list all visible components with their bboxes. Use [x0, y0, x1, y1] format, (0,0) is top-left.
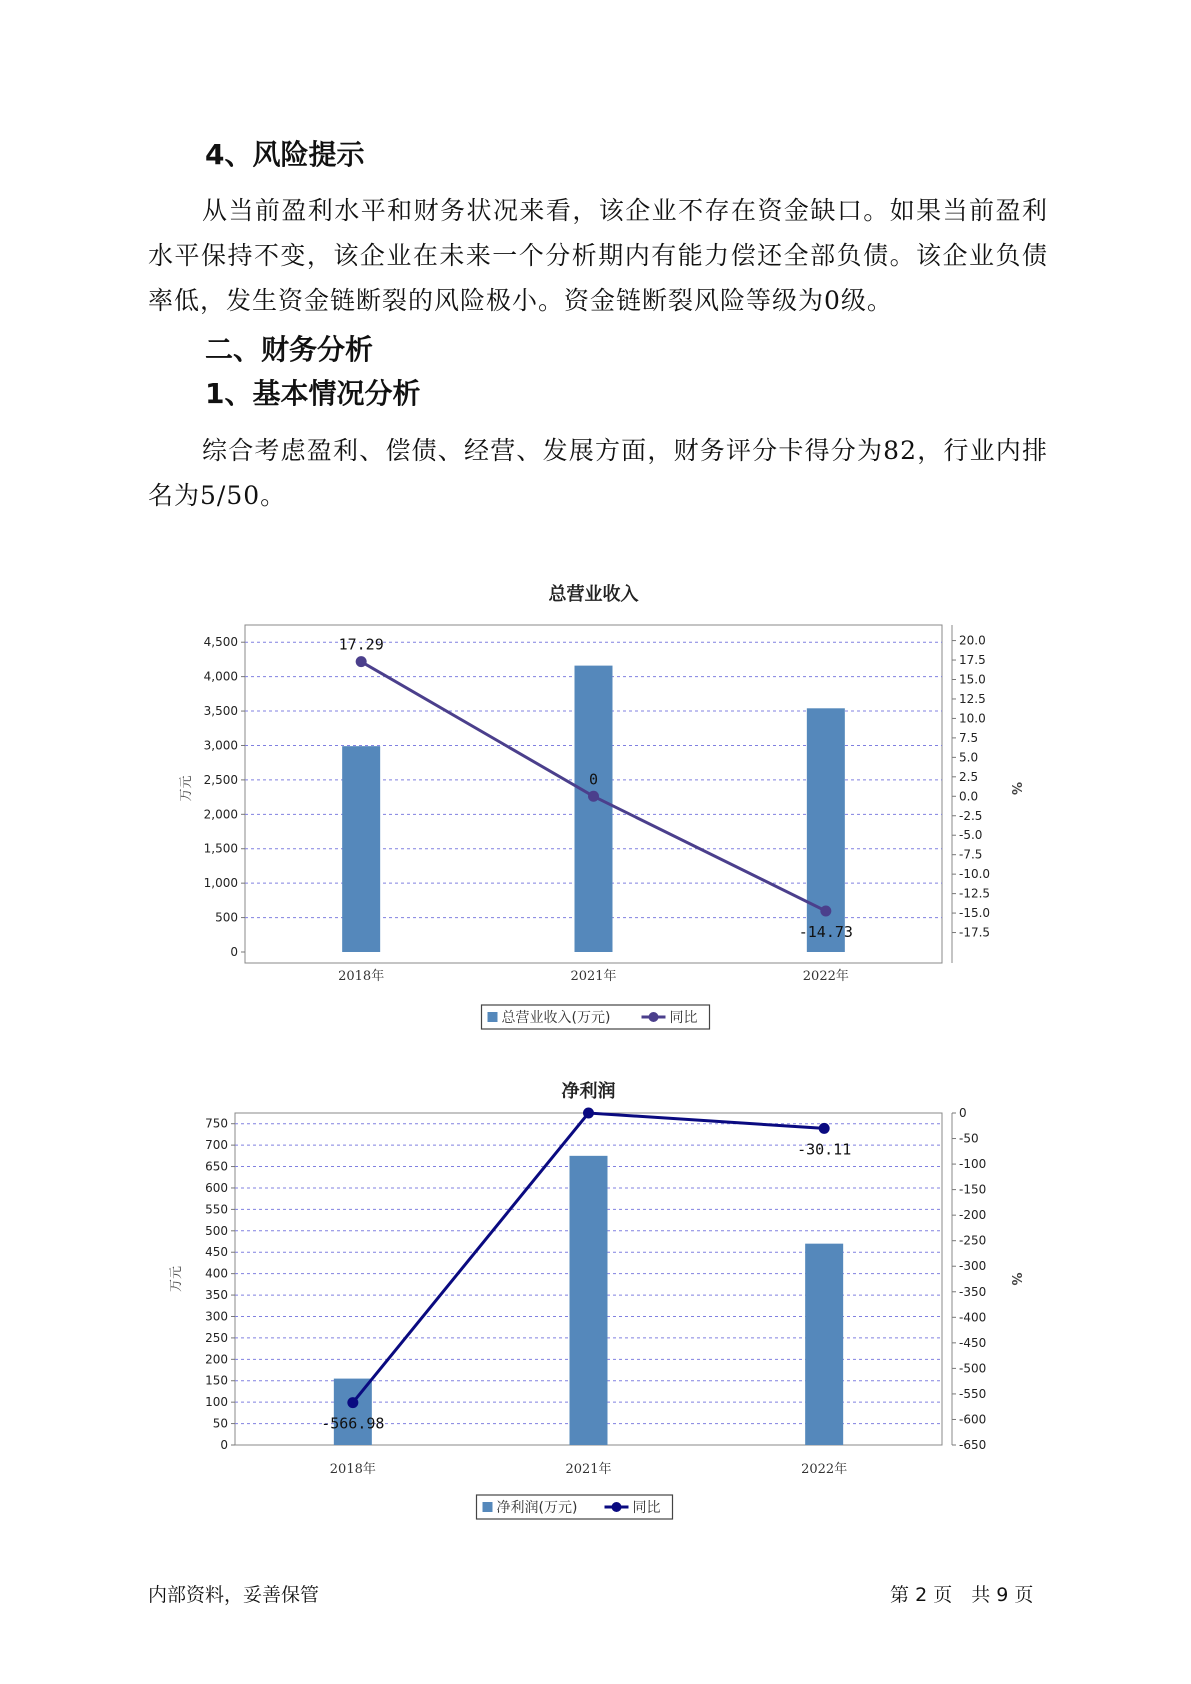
y2-tick-label: 12.5 — [959, 691, 986, 706]
legend-bar-swatch — [483, 1502, 493, 1512]
y-tick-label: 0 — [230, 945, 238, 959]
y-tick-label: 2,500 — [203, 772, 238, 787]
y-tick-label: 550 — [205, 1202, 228, 1217]
y2-tick-label: 7.5 — [959, 730, 979, 745]
legend-line-marker — [649, 1012, 659, 1022]
y2-tick-label: -250 — [959, 1233, 987, 1248]
y-tick-label: 2,000 — [203, 807, 238, 822]
y2-tick-label: 0 — [959, 1106, 967, 1120]
y2-tick-label: -100 — [959, 1157, 987, 1172]
chart-revenue — [0, 570, 1191, 1040]
line-point — [347, 1397, 358, 1408]
y2-tick-label: -15.0 — [959, 906, 991, 921]
y-tick-label: 700 — [205, 1138, 228, 1153]
y-tick-label: 0 — [220, 1438, 228, 1452]
legend-line-label: 同比 — [669, 1010, 698, 1026]
y-tick-label: 1,500 — [203, 841, 238, 856]
bar — [342, 746, 380, 952]
data-label: -30.11 — [797, 1140, 852, 1159]
y2-axis-title: % — [1008, 1272, 1023, 1286]
y-tick-label: 1,000 — [203, 876, 238, 891]
x-tick-label: 2021年 — [565, 1462, 612, 1477]
footer-page — [890, 1580, 1033, 1607]
bar — [570, 1156, 608, 1445]
y2-tick-label: 0.0 — [959, 789, 979, 804]
y-tick-label: 100 — [205, 1395, 228, 1410]
y2-tick-label: 10.0 — [959, 711, 986, 726]
heading-risk: 4、风险提示 — [205, 138, 365, 171]
y-axis-title: 万元 — [179, 775, 194, 802]
y2-tick-label: -17.5 — [959, 925, 991, 940]
data-label: 0 — [588, 770, 599, 789]
legend-bar-label: 总营业收入(万元) — [501, 1010, 611, 1026]
y-tick-label: 400 — [205, 1266, 228, 1281]
x-tick-label: 2022年 — [801, 1462, 848, 1477]
y2-tick-label: -2.5 — [959, 808, 983, 823]
y-tick-label: 50 — [212, 1416, 228, 1431]
y-tick-label: 650 — [205, 1159, 228, 1174]
y2-axis-title: % — [1008, 781, 1023, 796]
y2-tick-label: -500 — [959, 1361, 987, 1376]
line-point — [583, 1108, 594, 1119]
line-point — [819, 1123, 830, 1134]
x-tick-label: 2018年 — [338, 969, 385, 984]
y-tick-label: 4,500 — [203, 635, 238, 650]
y-tick-label: 500 — [215, 910, 238, 925]
data-label: -14.73 — [798, 922, 853, 941]
line-point — [588, 791, 599, 802]
y-tick-label: 150 — [205, 1373, 228, 1388]
y-tick-label: 450 — [205, 1245, 228, 1260]
chart-profit — [0, 1075, 1191, 1565]
y2-tick-label: -12.5 — [959, 886, 991, 901]
y-tick-label: 200 — [205, 1352, 228, 1367]
page-number: 2 — [915, 1584, 928, 1606]
chart-title: 总营业收入 — [548, 584, 639, 605]
y-tick-label: 600 — [205, 1180, 228, 1195]
legend-bar-label: 净利润(万元) — [496, 1500, 578, 1516]
y-tick-label: 4,000 — [203, 669, 238, 684]
y2-tick-label: -650 — [959, 1438, 987, 1452]
page-prefix: 第 — [890, 1584, 910, 1606]
y-tick-label: 250 — [205, 1330, 228, 1345]
y2-tick-label: -350 — [959, 1284, 987, 1299]
bar — [575, 666, 613, 952]
x-tick-label: 2021年 — [570, 969, 617, 984]
y2-tick-label: -300 — [959, 1259, 987, 1274]
y2-tick-label: -600 — [959, 1412, 987, 1427]
bar — [805, 1244, 843, 1445]
paragraph-basic: 综合考虑盈利、偿债、经营、发展方面，财务评分卡得分为82，行业内排名为5/50。 — [148, 436, 1048, 510]
y2-tick-label: -5.0 — [959, 828, 983, 843]
y-tick-label: 3,500 — [203, 704, 238, 719]
y2-tick-label: 20.0 — [959, 633, 986, 648]
chart-title: 净利润 — [561, 1081, 616, 1102]
data-label: -566.98 — [321, 1414, 385, 1433]
y2-tick-label: -50 — [959, 1131, 979, 1146]
line-point — [820, 905, 831, 916]
chart-revenue-svg — [0, 570, 1191, 1040]
page-suffix: 页 — [1014, 1584, 1034, 1606]
y2-tick-label: -400 — [959, 1310, 987, 1325]
y-axis-title: 万元 — [169, 1265, 184, 1293]
page-total: 9 — [996, 1584, 1009, 1606]
data-label: 17.29 — [338, 635, 384, 654]
y2-tick-label: -200 — [959, 1208, 987, 1223]
y-tick-label: 300 — [205, 1309, 228, 1324]
y2-tick-label: -550 — [959, 1386, 987, 1401]
heading-basic: 1、基本情况分析 — [205, 377, 421, 410]
y2-tick-label: 17.5 — [959, 653, 986, 668]
y-tick-label: 500 — [205, 1223, 228, 1238]
y-tick-label: 3,000 — [203, 738, 238, 753]
y-tick-label: 750 — [205, 1116, 228, 1131]
y2-tick-label: -10.0 — [959, 867, 991, 882]
y2-tick-label: -150 — [959, 1182, 987, 1197]
paragraph-risk: 从当前盈利水平和财务状况来看，该企业不存在资金缺口。如果当前盈利水平保持不变，该企业在未来一个分析期内有能力偿还全部负债。该企业负债率低，发生资金链断裂的风险极小。资金链断裂风险等级为0级。 — [148, 196, 1048, 315]
y2-tick-label: 5.0 — [959, 750, 979, 765]
legend-line-label: 同比 — [632, 1500, 661, 1516]
x-tick-label: 2022年 — [802, 969, 849, 984]
y2-tick-label: -7.5 — [959, 847, 983, 862]
footer-note: 内部资料，妥善保管 — [148, 1584, 320, 1606]
x-tick-label: 2018年 — [329, 1462, 376, 1477]
page-middle: 页 共 — [933, 1584, 991, 1606]
legend-bar-swatch — [488, 1012, 498, 1022]
y-tick-label: 350 — [205, 1288, 228, 1303]
chart-profit-svg — [0, 1075, 1191, 1565]
line-point — [356, 656, 367, 667]
legend-line-marker — [612, 1502, 622, 1512]
y2-tick-label: 15.0 — [959, 672, 986, 687]
heading-finance: 二、财务分析 — [205, 333, 374, 366]
y2-tick-label: 2.5 — [959, 769, 979, 784]
y2-tick-label: -450 — [959, 1335, 987, 1350]
